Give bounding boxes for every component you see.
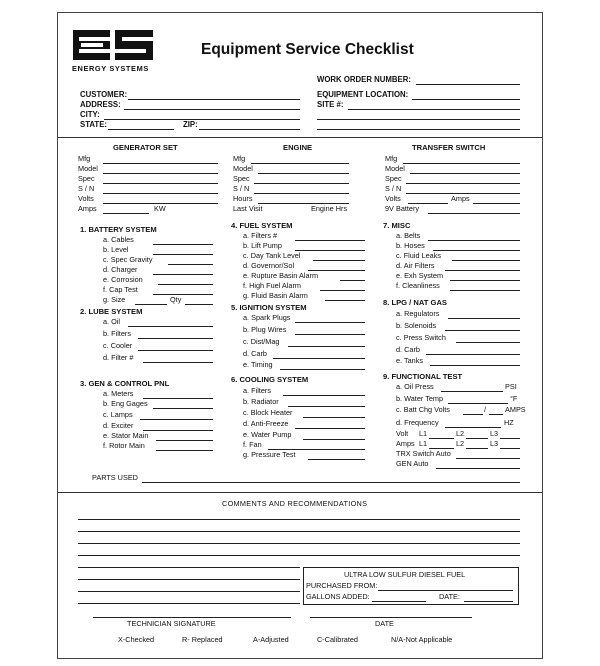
ignition-item-line[interactable] xyxy=(288,346,365,347)
gen-control-item: b. Eng Gages xyxy=(103,399,148,408)
signature-date-label: DATE xyxy=(375,619,394,628)
fuel-item-line[interactable] xyxy=(340,280,365,281)
work-order-label: WORK ORDER NUMBER: xyxy=(317,75,411,84)
volt-label: Volt xyxy=(396,429,409,438)
ignition-item: e. Timing xyxy=(243,360,273,369)
cooling-item-line[interactable] xyxy=(308,459,365,460)
trx-switch-label: TRX Switch Auto xyxy=(396,449,451,458)
fuel-item: f. High Fuel Alarm xyxy=(243,281,301,290)
cooling-item: d. Anti-Freeze xyxy=(243,419,289,428)
misc-item-line[interactable] xyxy=(450,290,520,291)
gen-field-label: Model xyxy=(78,164,98,173)
battery-item-line[interactable] xyxy=(153,254,213,255)
gen-field-line[interactable] xyxy=(103,193,218,194)
functional-item-line[interactable] xyxy=(448,403,508,404)
cooling-system-title: 6. COOLING SYSTEM xyxy=(231,375,309,384)
fuel-item-line[interactable] xyxy=(325,300,365,301)
fuel-date-line[interactable] xyxy=(464,601,513,602)
ts-amps-line[interactable] xyxy=(473,203,520,204)
gen-control-title: 3. GEN & CONTROL PNL xyxy=(80,379,170,388)
cooling-item: g. Pressure Test xyxy=(243,450,296,459)
fuel-item-line[interactable] xyxy=(295,240,365,241)
city-label: CITY: xyxy=(80,110,100,119)
parts-divider xyxy=(58,492,542,493)
ts-field-label: S / N xyxy=(385,184,402,193)
ignition-item: c. Dist/Mag xyxy=(243,337,280,346)
ts-field-label: Model xyxy=(385,164,405,173)
l3-label: L3 xyxy=(490,429,499,438)
lpg-item-line[interactable] xyxy=(430,365,520,366)
functional-item-line[interactable] xyxy=(489,414,503,415)
technician-signature-line[interactable] xyxy=(93,617,291,618)
ignition-item: b. Plug Wires xyxy=(243,325,287,334)
address-label: ADDRESS: xyxy=(80,100,121,109)
misc-item: a. Belts xyxy=(396,231,421,240)
engine-hrs-label: Engine Hrs xyxy=(311,204,348,213)
gen-control-item-line[interactable] xyxy=(143,430,213,431)
ignition-item-line[interactable] xyxy=(295,322,365,323)
ts-field-line[interactable] xyxy=(403,163,520,164)
fuel-item-line[interactable] xyxy=(295,250,365,251)
fuel-item: c. Day Tank Level xyxy=(243,251,301,260)
lpg-item-line[interactable] xyxy=(426,354,520,355)
ts-field-label: Spec xyxy=(385,174,402,183)
cooling-item-line[interactable] xyxy=(303,417,365,418)
lpg-title: 8. LPG / NAT GAS xyxy=(383,298,447,307)
ts-field-line[interactable] xyxy=(428,213,520,214)
technician-signature-label: TECHNICIAN SIGNATURE xyxy=(127,619,216,628)
misc-item: e. Exh System xyxy=(396,271,444,280)
service-checklist-form xyxy=(57,12,543,659)
site-label: SITE #: xyxy=(317,100,344,109)
fuel-item-line[interactable] xyxy=(313,260,365,261)
misc-item: f. Cleanliness xyxy=(396,281,440,290)
misc-item-line[interactable] xyxy=(445,270,520,271)
ignition-item-line[interactable] xyxy=(280,369,365,370)
state-field[interactable] xyxy=(108,129,174,130)
site-field-3[interactable] xyxy=(317,129,520,130)
battery-item-line[interactable] xyxy=(153,294,213,295)
lpg-item-line[interactable] xyxy=(456,342,520,343)
misc-item-line[interactable] xyxy=(428,240,520,241)
engine-field-label: Mfg xyxy=(233,154,246,163)
legend-item: N/A-Not Applicable xyxy=(391,635,453,644)
amps-l3-line[interactable] xyxy=(500,448,520,449)
battery-item-line[interactable] xyxy=(158,284,213,285)
gen-control-item-line[interactable] xyxy=(153,408,213,409)
battery-item: d. Charger xyxy=(103,265,138,274)
engine-field-label: Spec xyxy=(233,174,250,183)
equipment-location-label: EQUIPMENT LOCATION: xyxy=(317,90,409,99)
fuel-item-line[interactable] xyxy=(320,290,365,291)
functional-unit: °F xyxy=(510,394,518,403)
energy-systems-logo xyxy=(73,30,153,60)
fuel-item: e. Rupture Basin Alarm xyxy=(243,271,319,280)
comment-line[interactable] xyxy=(78,579,300,580)
ignition-system-title: 5. IGNITION SYSTEM xyxy=(231,303,307,312)
comment-line[interactable] xyxy=(78,555,520,556)
fuel-system-title: 4. FUEL SYSTEM xyxy=(231,221,293,230)
comment-line[interactable] xyxy=(78,603,300,604)
amps-l2-line[interactable] xyxy=(466,448,488,449)
fuel-item: d. Governor/Sol xyxy=(243,261,295,270)
battery-item-line[interactable] xyxy=(153,244,213,245)
functional-item-line[interactable] xyxy=(445,427,501,428)
misc-item-line[interactable] xyxy=(450,280,520,281)
engine-field-label: Last Visit xyxy=(233,204,263,213)
engine-field-line[interactable] xyxy=(251,163,349,164)
gallons-added-label: GALLONS ADDED: xyxy=(306,592,370,601)
lube-system-title: 2. LUBE SYSTEM xyxy=(80,307,143,316)
ts-field-label: 9V Battery xyxy=(385,204,420,213)
fuel-item: b. Lift Pump xyxy=(243,241,282,250)
comment-line[interactable] xyxy=(78,543,520,544)
ignition-item-line[interactable] xyxy=(295,334,365,335)
lube-item-line[interactable] xyxy=(143,362,213,363)
gen-control-item: d. Exciter xyxy=(103,421,134,430)
battery-item: e. Corrosion xyxy=(103,275,143,284)
battery-item-line[interactable] xyxy=(153,274,213,275)
city-field[interactable] xyxy=(104,119,300,120)
battery-item: f. Cap Test xyxy=(103,285,138,294)
legend-item: A-Adjusted xyxy=(253,635,289,644)
functional-item: c. Batt Chg Volts xyxy=(396,405,450,414)
fuel-item: g. Fluid Basin Alarm xyxy=(243,291,308,300)
lube-item: c. Cooler xyxy=(103,341,133,350)
purchased-from-line[interactable] xyxy=(378,590,513,591)
battery-size-line[interactable] xyxy=(135,304,167,305)
battery-item: g. Size xyxy=(103,295,126,304)
gen-control-item-line[interactable] xyxy=(156,440,213,441)
functional-test-title: 9. FUNCTIONAL TEST xyxy=(383,372,463,381)
lpg-item: d. Carb xyxy=(396,345,420,354)
cooling-item-line[interactable] xyxy=(283,395,365,396)
functional-item: a. Oil Press xyxy=(396,382,434,391)
engine-field-label: S / N xyxy=(233,184,250,193)
engine-field-label: Model xyxy=(233,164,253,173)
functional-unit: HZ xyxy=(504,418,514,427)
battery-item: b. Level xyxy=(103,245,129,254)
lube-item: b. Filters xyxy=(103,329,131,338)
gen-auto-line[interactable] xyxy=(436,468,520,469)
ignition-item: d. Carb xyxy=(243,349,267,358)
gen-control-item-line[interactable] xyxy=(143,398,213,399)
legend-item: R- Replaced xyxy=(182,635,223,644)
fuel-item: a. Filters # xyxy=(243,231,278,240)
transfer-switch-title: TRANSFER SWITCH xyxy=(412,143,486,152)
gen-field-label: Amps xyxy=(78,204,97,213)
functional-item: b. Water Temp xyxy=(396,394,444,403)
battery-item-line[interactable] xyxy=(168,264,213,265)
lube-item-line[interactable] xyxy=(128,326,213,327)
trx-switch-line[interactable] xyxy=(456,458,520,459)
misc-item: d. Air Filters xyxy=(396,261,435,270)
ts-field-line[interactable] xyxy=(410,173,520,174)
work-order-field[interactable] xyxy=(416,84,520,85)
gallons-added-line[interactable] xyxy=(372,601,426,602)
cooling-item-line[interactable] xyxy=(288,406,365,407)
site-field[interactable] xyxy=(348,109,520,110)
l3-label: L3 xyxy=(490,439,499,448)
comment-line[interactable] xyxy=(78,531,520,532)
functional-unit: PSI xyxy=(505,382,517,391)
lube-item: a. Oil xyxy=(103,317,121,326)
battery-qty-line[interactable] xyxy=(185,304,213,305)
gen-field-line[interactable] xyxy=(103,183,218,184)
engine-field-line[interactable] xyxy=(254,183,349,184)
battery-item: c. Spec Gravity xyxy=(103,255,153,264)
functional-item-line[interactable] xyxy=(463,414,483,415)
page-title: Equipment Service Checklist xyxy=(201,41,414,58)
parts-used-line[interactable] xyxy=(142,482,520,483)
gen-field-line[interactable] xyxy=(103,173,218,174)
gen-control-item: f. Rotor Main xyxy=(103,441,145,450)
lpg-item-line[interactable] xyxy=(448,318,520,319)
gen-field-line[interactable] xyxy=(103,163,218,164)
ts-field-label: Mfg xyxy=(385,154,398,163)
lpg-item: b. Solenoids xyxy=(396,321,437,330)
comment-line[interactable] xyxy=(78,519,520,520)
ts-amps-label: Amps xyxy=(451,194,470,203)
cooling-item: c. Block Heater xyxy=(243,408,293,417)
gen-kw-label: KW xyxy=(154,204,166,213)
engine-field-line[interactable] xyxy=(254,193,349,194)
functional-unit: AMPS xyxy=(505,405,526,414)
cooling-item-line[interactable] xyxy=(303,439,365,440)
cooling-item-line[interactable] xyxy=(295,428,365,429)
gen-auto-label: GEN Auto xyxy=(396,459,429,468)
gen-field-label: Mfg xyxy=(78,154,91,163)
comment-line[interactable] xyxy=(78,591,300,592)
gen-field-label: Spec xyxy=(78,174,95,183)
lpg-item-line[interactable] xyxy=(445,330,520,331)
signature-date-line[interactable] xyxy=(310,617,472,618)
parts-used-label: PARTS USED xyxy=(92,473,138,482)
misc-item: c. Fluid Leaks xyxy=(396,251,442,260)
battery-qty-label: Qty xyxy=(170,295,182,304)
legend-item: X-Checked xyxy=(118,635,155,644)
cooling-item: f. Fan xyxy=(243,440,262,449)
gen-control-item: a. Meters xyxy=(103,389,134,398)
misc-title: 7. MISC xyxy=(383,221,411,230)
logo-subtitle: ENERGY SYSTEMS xyxy=(72,64,149,73)
l1-label: L1 xyxy=(419,439,428,448)
comment-line[interactable] xyxy=(78,567,300,568)
cooling-item: a. Filters xyxy=(243,386,271,395)
customer-label: CUSTOMER: xyxy=(80,90,128,99)
cooling-item: e. Water Pump xyxy=(243,430,292,439)
ts-field-label: Volts xyxy=(385,194,401,203)
zip-label: ZIP: xyxy=(183,120,198,129)
fuel-date-label: DATE: xyxy=(439,592,460,601)
lube-item: d. Filter # xyxy=(103,353,134,362)
battery-item: a. Cables xyxy=(103,235,134,244)
engine-field-line[interactable] xyxy=(258,173,349,174)
purchased-from-label: PURCHASED FROM: xyxy=(306,581,378,590)
gen-field-label: S / N xyxy=(78,184,95,193)
functional-item: d. Frequency xyxy=(396,418,439,427)
lpg-item: c. Press Switch xyxy=(396,333,446,342)
l2-label: L2 xyxy=(456,439,465,448)
gen-amps-line[interactable] xyxy=(103,213,149,214)
gen-control-item-line[interactable] xyxy=(140,419,213,420)
site-field-2[interactable] xyxy=(317,119,520,120)
misc-item: b. Hoses xyxy=(396,241,425,250)
misc-item-line[interactable] xyxy=(452,260,520,261)
lube-item-line[interactable] xyxy=(138,338,213,339)
ts-field-line[interactable] xyxy=(406,183,520,184)
legend-item: C-Calibrated xyxy=(317,635,358,644)
header-divider xyxy=(58,137,542,138)
zip-field[interactable] xyxy=(199,129,300,130)
functional-slash: / xyxy=(484,405,487,414)
lpg-item: a. Regulators xyxy=(396,309,440,318)
l2-label: L2 xyxy=(456,429,465,438)
battery-system-title: 1. BATTERY SYSTEM xyxy=(80,225,157,234)
gen-control-item-line[interactable] xyxy=(156,450,213,451)
ignition-item-line[interactable] xyxy=(273,358,365,359)
volt-l2-line[interactable] xyxy=(466,438,488,439)
cooling-item: b. Radiator xyxy=(243,397,279,406)
engine-title: ENGINE xyxy=(283,143,313,152)
l1-label: L1 xyxy=(419,429,428,438)
gen-control-item: c. Lamps xyxy=(103,410,133,419)
engine-field-label: Hours xyxy=(233,194,253,203)
volt-l3-line[interactable] xyxy=(500,438,520,439)
comments-title: COMMENTS AND RECOMMENDATIONS xyxy=(222,499,368,508)
customer-field[interactable] xyxy=(128,99,300,100)
gen-control-item: e. Stator Main xyxy=(103,431,149,440)
diesel-fuel-box xyxy=(303,567,519,605)
equipment-location-field[interactable] xyxy=(412,99,520,100)
address-field[interactable] xyxy=(124,109,300,110)
generator-title: GENERATOR SET xyxy=(113,143,178,152)
gen-field-label: Volts xyxy=(78,194,94,203)
state-label: STATE: xyxy=(80,120,107,129)
functional-item-line[interactable] xyxy=(441,391,503,392)
volt-l1-line[interactable] xyxy=(429,438,454,439)
lpg-item: e. Tanks xyxy=(396,356,424,365)
ignition-item: a. Spark Plugs xyxy=(243,313,291,322)
lube-item-line[interactable] xyxy=(138,350,213,351)
misc-item-line[interactable] xyxy=(433,250,520,251)
amps-label: Amps xyxy=(396,439,415,448)
diesel-fuel-title: ULTRA LOW SULFUR DIESEL FUEL xyxy=(344,570,466,579)
